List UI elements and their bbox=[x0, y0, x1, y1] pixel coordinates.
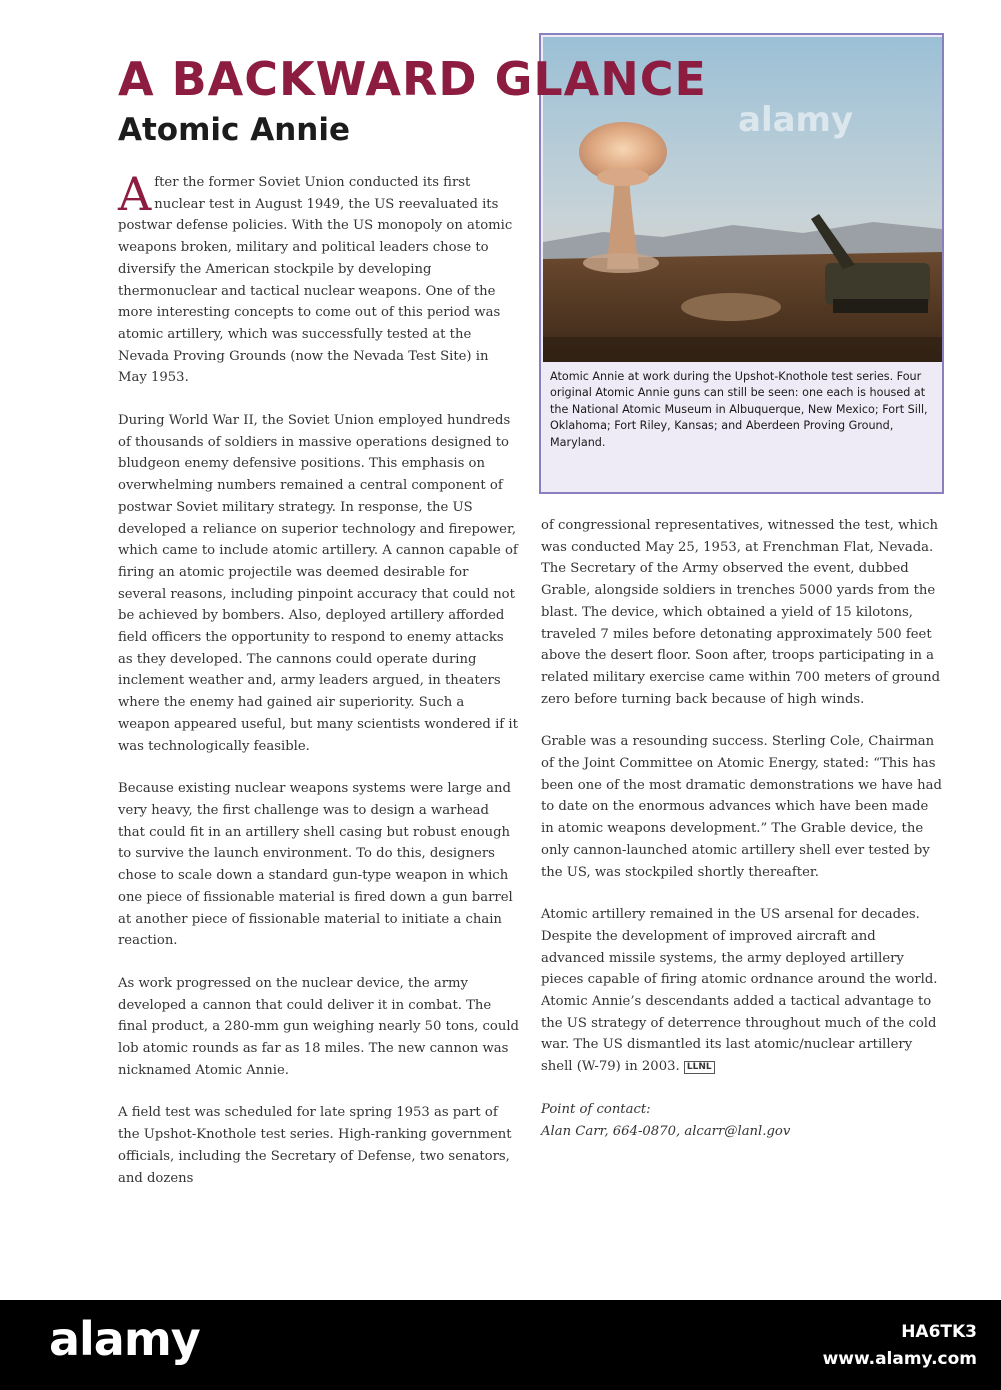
right-column bbox=[541, 515, 943, 1142]
stock-photo-banner bbox=[0, 1300, 1001, 1390]
body-paragraph: During World War II, the Soviet Union employed hundreds of thousands of soldiers in massive operations designed to bludgeon enemy defensive positions. This emphasis on overwhelming numbers remained a central component of postwar Soviet military strategy. In response, the US developed a reliance on superior technology and firepower, which came to include atomic artillery. A cannon capable of firing an atomic projectile was deemed desirable for several reasons, including pinpoint accuracy that could not be achieved by bombers. Also, deployed artillery afforded field officers the opportunity to respond to enemy attacks as they developed. The cannons could operate during inclement weather and, army leaders argued, in theaters where the enemy had gained air superiority. Such a weapon appeared useful, but many scientists wondered if it was technologically feasible. bbox=[118, 413, 518, 754]
article-title: Atomic Annie bbox=[118, 112, 350, 148]
body-paragraph: As work progressed on the nuclear device, the army developed a cannon that could deliver it in combat. The final product, a 280-mm gun weighing nearly 50 tons, could lob atomic rounds as far as 18 miles. The new cannon was nicknamed Atomic Annie. bbox=[118, 975, 520, 1078]
image-id: HA6TK3 bbox=[901, 1322, 977, 1342]
body-paragraph: of congressional representatives, witnessed the test, which was conducted May 25, 1953, at Frenchman Flat, Nevada. The Secretary of the Army observed the event, dubbed Grable, alongside soldiers in trenches 5000 yards from the blast. The device, which obtained a yield of 15 kilotons, traveled 7 miles before detonating approximately 500 feet above the desert floor. Soon after, troops participating in a related military exercise came within 700 meters of ground zero before turning back because of high winds. bbox=[541, 518, 941, 707]
body-paragraph: Because existing nuclear weapons systems were large and very heavy, the first challenge was to design a warhead that could fit in an artillery shell casing but robust enough to survive the launch environment. To do this, designers chose to scale down a standard gun-type weapon in which one piece of fissionable material is fired down a gun barrel at another piece of fissionable material to initiate a chain reaction. bbox=[118, 781, 513, 949]
intro-paragraph-text: fter the former Soviet Union conducted its first nuclear test in August 1949, the US reevaluated its postwar defense policies. With the US monopoly on atomic weapons broken, military and political leaders chose to diversify the American stockpile by developing thermonuclear and tactical nuclear weapons. One of the more interesting concepts to come out of this period was atomic artillery, which was successfully tested at the Nevada Proving Grounds (now the Nevada Test Site) in May 1953. bbox=[118, 175, 513, 386]
watermark-text: alamy bbox=[738, 100, 854, 140]
section-title: A BACKWARD GLANCE bbox=[118, 52, 707, 106]
point-of-contact bbox=[541, 1099, 943, 1142]
site-url: www.alamy.com bbox=[822, 1349, 977, 1369]
closing-paragraph-text: Atomic artillery remained in the US arsenal for decades. Despite the development of improved aircraft and advanced missile systems, the army deployed artillery pieces capable of firing atomic ordnance around the world. Atomic Annie’s descendants added a tactical advantage to the US strategy of deterrence throughout much of the cold war. The US dismantled its last atomic/nuclear artillery shell (W-79) in 2003. bbox=[541, 907, 938, 1075]
drop-cap: A bbox=[118, 167, 152, 221]
left-column bbox=[118, 167, 520, 1210]
end-mark-logo: LLNL bbox=[684, 1061, 715, 1074]
contact-label: Point of contact: bbox=[541, 1101, 651, 1117]
body-paragraph bbox=[541, 904, 943, 1078]
body-paragraph: Grable was a resounding success. Sterling Cole, Chairman of the Joint Committee on Atomic Energy, stated: “This has been one of the most dramatic demonstrations we have had to date on the enormous advances which have been made in atomic weapons development.” The Grable device, the only cannon-launched atomic artillery shell ever tested by the US, was stockpiled shortly thereafter. bbox=[541, 734, 942, 880]
contact-details: Alan Carr, 664-0870, alcarr@lanl.gov bbox=[541, 1123, 791, 1139]
intro-paragraph bbox=[118, 167, 520, 389]
photo-caption: Atomic Annie at work during the Upshot-Knothole test series. Four original Atomic Annie guns can still be seen: one each is housed at the National Atomic Museum in Albuquerque, New Mexico; Fort Sill, Oklahoma; Fort Riley, Kansas; and Aberdeen Proving Ground, Maryland. bbox=[550, 370, 928, 449]
body-paragraph: A field test was scheduled for late spring 1953 as part of the Upshot-Knothole test series. High-ranking government officials, including the Secretary of Defense, two senators, and dozens bbox=[118, 1105, 512, 1186]
alamy-logo: alamy bbox=[49, 1312, 200, 1366]
